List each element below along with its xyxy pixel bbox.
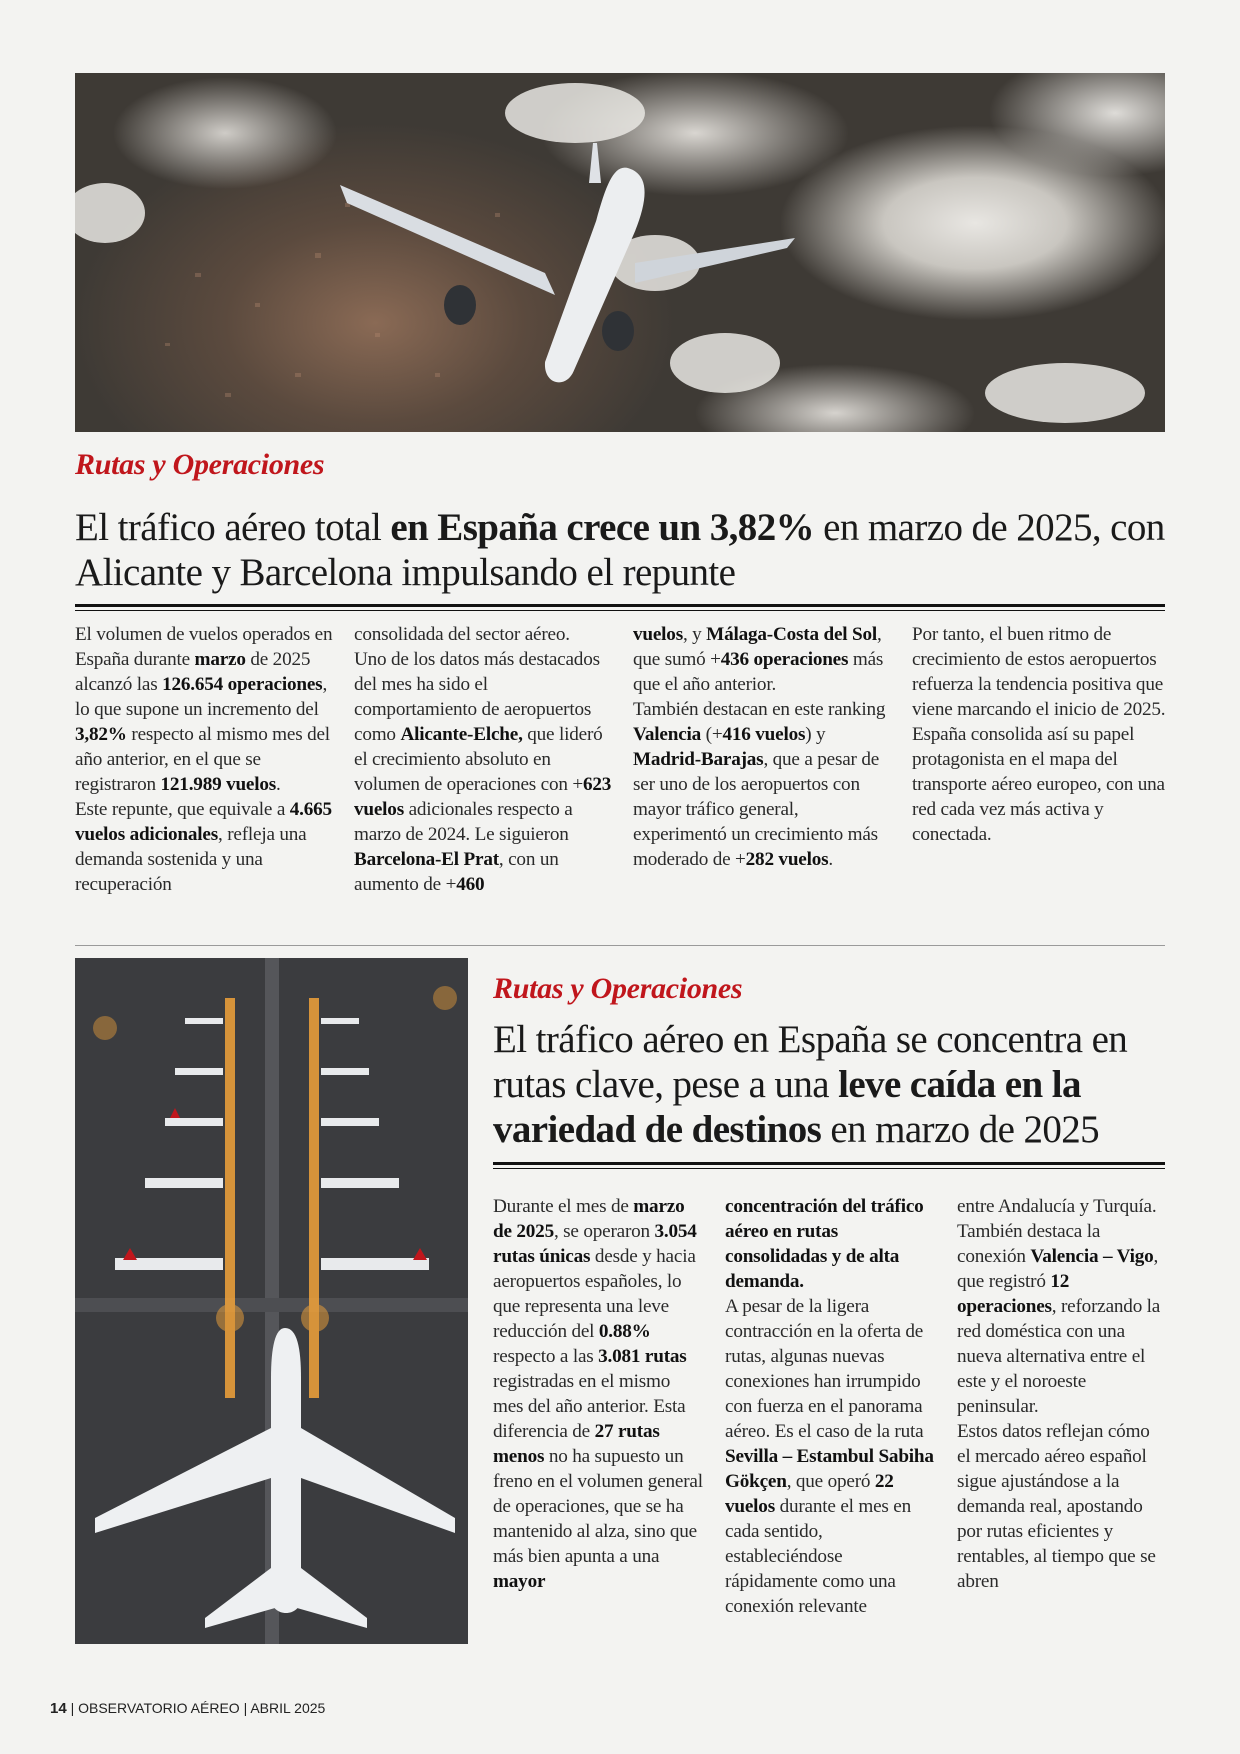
text-run: , reforzando la red doméstica con una nueva alternativa entre el este y el noroeste peninsular.: [957, 1296, 1161, 1417]
text-run: más que el año anterior.: [633, 649, 884, 695]
text-run: vuelos: [633, 624, 683, 645]
article2-headline-part2: leve caída en la variedad de destinos: [493, 1063, 1081, 1151]
article1-headline: [75, 505, 1170, 595]
text-run: 416 vuelos: [722, 724, 806, 745]
text-run: desde y hacia aeropuertos españoles, lo que representa una leve reducción del: [493, 1246, 696, 1342]
text-run: 3,82%: [75, 724, 127, 745]
hero-image: [75, 73, 1165, 432]
article2-kicker: Rutas y Operaciones: [493, 972, 743, 1005]
page-footer: [50, 1700, 325, 1717]
text-run: Valencia: [633, 724, 702, 745]
article1-rule-thin: [75, 610, 1165, 611]
text-run: 4.665 vuelos adicionales: [75, 799, 332, 845]
text-run: Málaga-Costa del Sol: [706, 624, 877, 645]
text-run: , refleja una demanda sostenida y una recuperación: [75, 824, 307, 895]
text-run: 460: [456, 874, 485, 895]
text-run: 12 operaciones: [957, 1271, 1070, 1317]
text-run: También destacan en este ranking: [633, 699, 886, 720]
footer-separator-2: |: [243, 1700, 248, 1716]
text-run: 436 operaciones: [720, 649, 849, 670]
text-run: Alicante-Elche,: [400, 724, 523, 745]
publication-name: OBSERVATORIO AÉREO: [78, 1700, 240, 1716]
text-run: 0.88%: [598, 1321, 651, 1342]
text-run: Durante el mes de: [493, 1196, 634, 1217]
text-run: registradas en el mismo mes del año anterior. Esta diferencia de: [493, 1371, 686, 1442]
text-run: 3.054 rutas únicas: [493, 1221, 697, 1267]
text-run: Este repunte, que equivale a: [75, 799, 290, 820]
text-run: no ha supuesto un freno en el volumen general de operaciones, que se ha mantenido al alza, sino que más bien apunta a una: [493, 1446, 703, 1567]
text-run: 22 vuelos: [725, 1471, 894, 1517]
article2-headline-part1: El tráfico aéreo en España se concentra en rutas clave, pese a una: [493, 1018, 1128, 1106]
page-number: 14: [50, 1700, 67, 1717]
section-divider: [75, 945, 1165, 946]
airplane-illustration: [75, 73, 1165, 432]
issue-date: ABRIL 2025: [250, 1700, 326, 1716]
article2-headline: [493, 1017, 1153, 1152]
text-run: adicionales respecto a marzo de 2024. Le siguieron: [354, 799, 573, 845]
text-run: 126.654 operaciones: [162, 674, 323, 695]
text-run: , se operaron: [553, 1221, 655, 1242]
text-run: Por tanto, el buen ritmo de crecimiento de estos aeropuertos refuerza la tendencia positiva que viene marcando el inicio de 2025. España consolida así su papel protagonista en el mapa del transporte aéreo europeo, con una red cada vez más activa y conectada.: [912, 624, 1166, 845]
article1-column-2: [354, 622, 612, 897]
text-run: , lo que supone un incremento del: [75, 674, 328, 720]
text-run: concentración del tráfico aéreo en rutas consolidadas y de alta demanda.: [725, 1196, 924, 1292]
article1-column-4: [912, 622, 1170, 847]
text-run: 623 vuelos: [354, 774, 612, 820]
text-run: , que operó: [786, 1471, 875, 1492]
text-run: 3.081 rutas: [598, 1346, 687, 1367]
text-run: El volumen de vuelos operados en España durante: [75, 624, 333, 670]
text-run: (+: [701, 724, 723, 745]
text-run: , que a pesar de ser uno de los aeropuertos con mayor tráfico general, experimentó un crecimiento más moderado de +: [633, 749, 880, 870]
article2-headline-part3: en marzo de 2025: [821, 1108, 1100, 1151]
footer-separator-1: |: [70, 1700, 75, 1716]
text-run: Valencia – Vigo: [1030, 1246, 1154, 1267]
article1-headline-part1: El tráfico aéreo total: [75, 506, 391, 549]
text-run: Estos datos reflejan cómo el mercado aéreo español sigue ajustándose a la demanda real, apostando por rutas eficientes y rentables, al tiempo que se abren: [957, 1421, 1156, 1592]
text-run: de 2025 alcanzó las: [75, 649, 311, 695]
text-run: , que registró: [957, 1246, 1159, 1292]
text-run: respecto al mismo mes del año anterior, en el que se registraron: [75, 724, 330, 795]
text-run: entre Andalucía y Turquía. También destaca la conexión: [957, 1196, 1157, 1267]
text-run: Madrid-Barajas: [633, 749, 764, 770]
text-run: 282 vuelos: [745, 849, 829, 870]
text-run: , con un aumento de +: [354, 849, 559, 895]
article1-kicker: Rutas y Operaciones: [75, 448, 325, 481]
article2-image: [75, 958, 468, 1644]
text-run: consolidada del sector aéreo.: [354, 624, 570, 645]
article2-rule-thick: [493, 1162, 1165, 1165]
text-run: , que sumó +: [633, 624, 882, 670]
article1-headline-part3: en marzo de 2025, con Alicante y Barcelona impulsando el repunte: [75, 506, 1165, 594]
text-run: 121.989 vuelos: [160, 774, 277, 795]
text-run: Sevilla – Estambul Sabiha Gökçen: [725, 1446, 934, 1492]
text-run: , y: [682, 624, 707, 645]
article2-rule-thin: [493, 1168, 1165, 1169]
text-run: A pesar de la ligera contracción en la oferta de rutas, algunas nuevas conexiones han irrumpido con fuerza en el panorama aéreo. Es el caso de la ruta: [725, 1296, 924, 1442]
text-run: ) y: [805, 724, 826, 745]
article1-headline-part2: en España crece un 3,82%: [390, 506, 815, 549]
article1-column-1: [75, 622, 333, 897]
text-run: Barcelona-El Prat: [354, 849, 499, 870]
text-run: mayor: [493, 1571, 546, 1592]
text-run: .: [828, 849, 834, 870]
text-run: .: [276, 774, 281, 795]
article1-rule-thick: [75, 604, 1165, 607]
article2-column-2: [725, 1194, 935, 1619]
text-run: marzo: [194, 649, 246, 670]
text-run: Uno de los datos más destacados del mes ha sido el comportamiento de aeropuertos como: [354, 649, 600, 745]
text-run: durante el mes en cada sentido, estableciéndose rápidamente como una conexión relevante: [725, 1496, 911, 1617]
article2-column-1: [493, 1194, 703, 1594]
text-run: marzo de 2025: [493, 1196, 685, 1242]
airport-illustration: [75, 958, 468, 1644]
text-run: 27 rutas menos: [493, 1421, 660, 1467]
text-run: respecto a las: [493, 1346, 599, 1367]
text-run: que lideró el crecimiento absoluto en volumen de operaciones con +: [354, 724, 603, 795]
article1-column-3: [633, 622, 891, 872]
article2-column-3: [957, 1194, 1167, 1594]
